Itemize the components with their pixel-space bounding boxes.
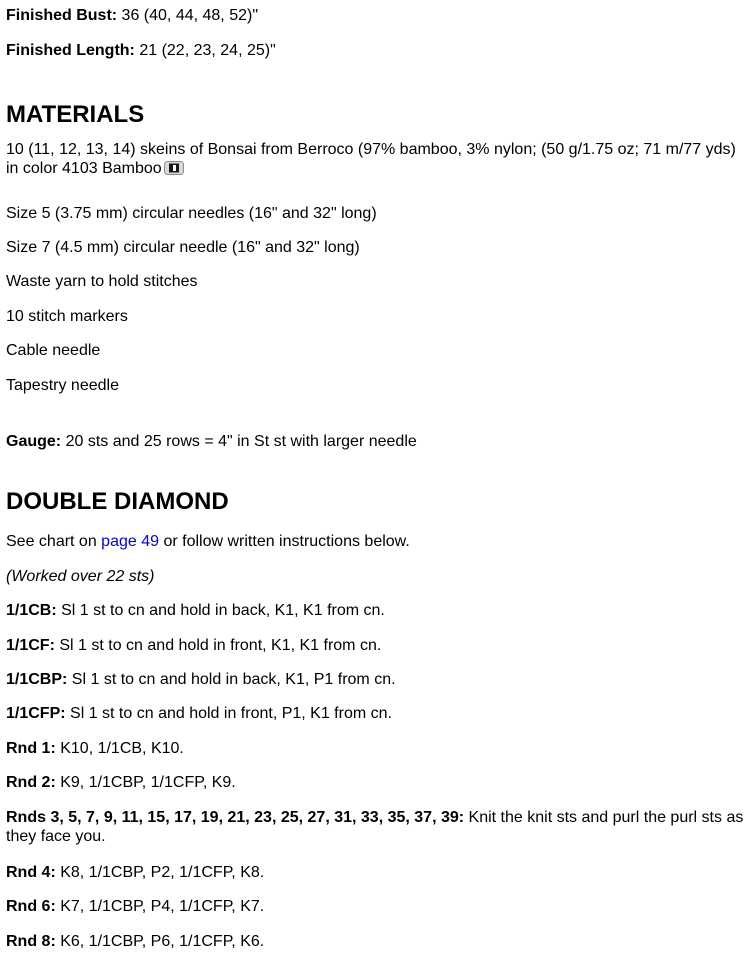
round-label: Rnds 3, 5, 7, 9, 11, 15, 17, 19, 21, 23, 25, 27, 31, 33, 35, 37, 39:: [6, 809, 465, 826]
gauge-label: Gauge:: [6, 433, 62, 450]
finished-bust-value: 36 (40, 44, 48, 52)": [117, 7, 258, 24]
finished-length-value: 21 (22, 23, 24, 25)": [134, 42, 276, 59]
double-diamond-heading: DOUBLE DIAMOND: [6, 488, 229, 515]
yarn-description: [6, 140, 744, 178]
material-item: Tapestry needle: [6, 377, 119, 394]
gauge: [6, 432, 417, 451]
round-label: Rnd 4:: [6, 864, 56, 881]
chart-page-link[interactable]: page 49: [101, 533, 160, 550]
abbreviation-text: Sl 1 st to cn and hold in back, K1, K1 from cn.: [56, 602, 385, 619]
finished-bust-label: Finished Bust:: [6, 7, 118, 24]
finished-length-label: Finished Length:: [6, 42, 135, 59]
round-label: Rnd 2:: [6, 774, 56, 791]
round-text: K8, 1/1CBP, P2, 1/1CFP, K8.: [55, 864, 265, 881]
abbreviation-term: 1/1CFP:: [6, 705, 66, 722]
finished-bust: [6, 6, 258, 25]
round-text: Knit the knit sts and purl the purl sts as they face you.: [6, 809, 744, 845]
abbreviation-term: 1/1CBP:: [6, 671, 68, 688]
yarn-skein-icon[interactable]: [164, 161, 184, 175]
worked-over-note: [6, 567, 154, 586]
material-item: Waste yarn to hold stitches: [6, 273, 198, 290]
materials-heading: MATERIALS: [6, 101, 145, 128]
round-6: [6, 897, 264, 916]
abbreviation-term: 1/1CF:: [6, 637, 55, 654]
abbreviation-1-1cb: [6, 601, 385, 620]
material-item: Size 7 (4.5 mm) circular needle (16" and 32" long): [6, 239, 360, 256]
chart-intro-after: or follow written instructions below.: [159, 533, 410, 550]
worked-over-text: (Worked over 22 sts): [6, 568, 155, 585]
material-item: 10 stitch markers: [6, 308, 128, 325]
round-text: K10, 1/1CB, K10.: [55, 740, 184, 757]
round-2: [6, 773, 236, 792]
abbreviation-term: 1/1CB:: [6, 602, 57, 619]
abbreviation-1-1cfp: [6, 704, 392, 723]
round-label: Rnd 8:: [6, 933, 56, 950]
abbreviation-text: Sl 1 st to cn and hold in back, K1, P1 from cn.: [67, 671, 396, 688]
yarn-text: 10 (11, 12, 13, 14) skeins of Bonsai from Berroco (97% bamboo, 3% nylon; (50 g/1.75 oz; 71 m/77 yds) in color 4103 Bamboo: [6, 141, 736, 177]
rounds-odd: [6, 808, 744, 846]
round-label: Rnd 6:: [6, 898, 56, 915]
round-4: [6, 863, 264, 882]
gauge-value: 20 sts and 25 rows = 4" in St st with larger needle: [61, 433, 417, 450]
round-1: [6, 739, 184, 758]
finished-length: [6, 41, 276, 60]
chart-intro-before: See chart on: [6, 533, 102, 550]
abbreviation-text: Sl 1 st to cn and hold in front, K1, K1 from cn.: [54, 637, 382, 654]
chart-reference: [6, 532, 410, 551]
round-text: K7, 1/1CBP, P4, 1/1CFP, K7.: [55, 898, 265, 915]
abbreviation-1-1cbp: [6, 670, 396, 689]
abbreviation-1-1cf: [6, 636, 381, 655]
abbreviation-text: Sl 1 st to cn and hold in front, P1, K1 from cn.: [65, 705, 392, 722]
material-item: Cable needle: [6, 342, 101, 359]
round-text: K6, 1/1CBP, P6, 1/1CFP, K6.: [55, 933, 265, 950]
round-text: K9, 1/1CBP, 1/1CFP, K9.: [55, 774, 236, 791]
material-item: Size 5 (3.75 mm) circular needles (16" and 32" long): [6, 205, 377, 222]
round-8: [6, 932, 264, 951]
round-label: Rnd 1:: [6, 740, 56, 757]
